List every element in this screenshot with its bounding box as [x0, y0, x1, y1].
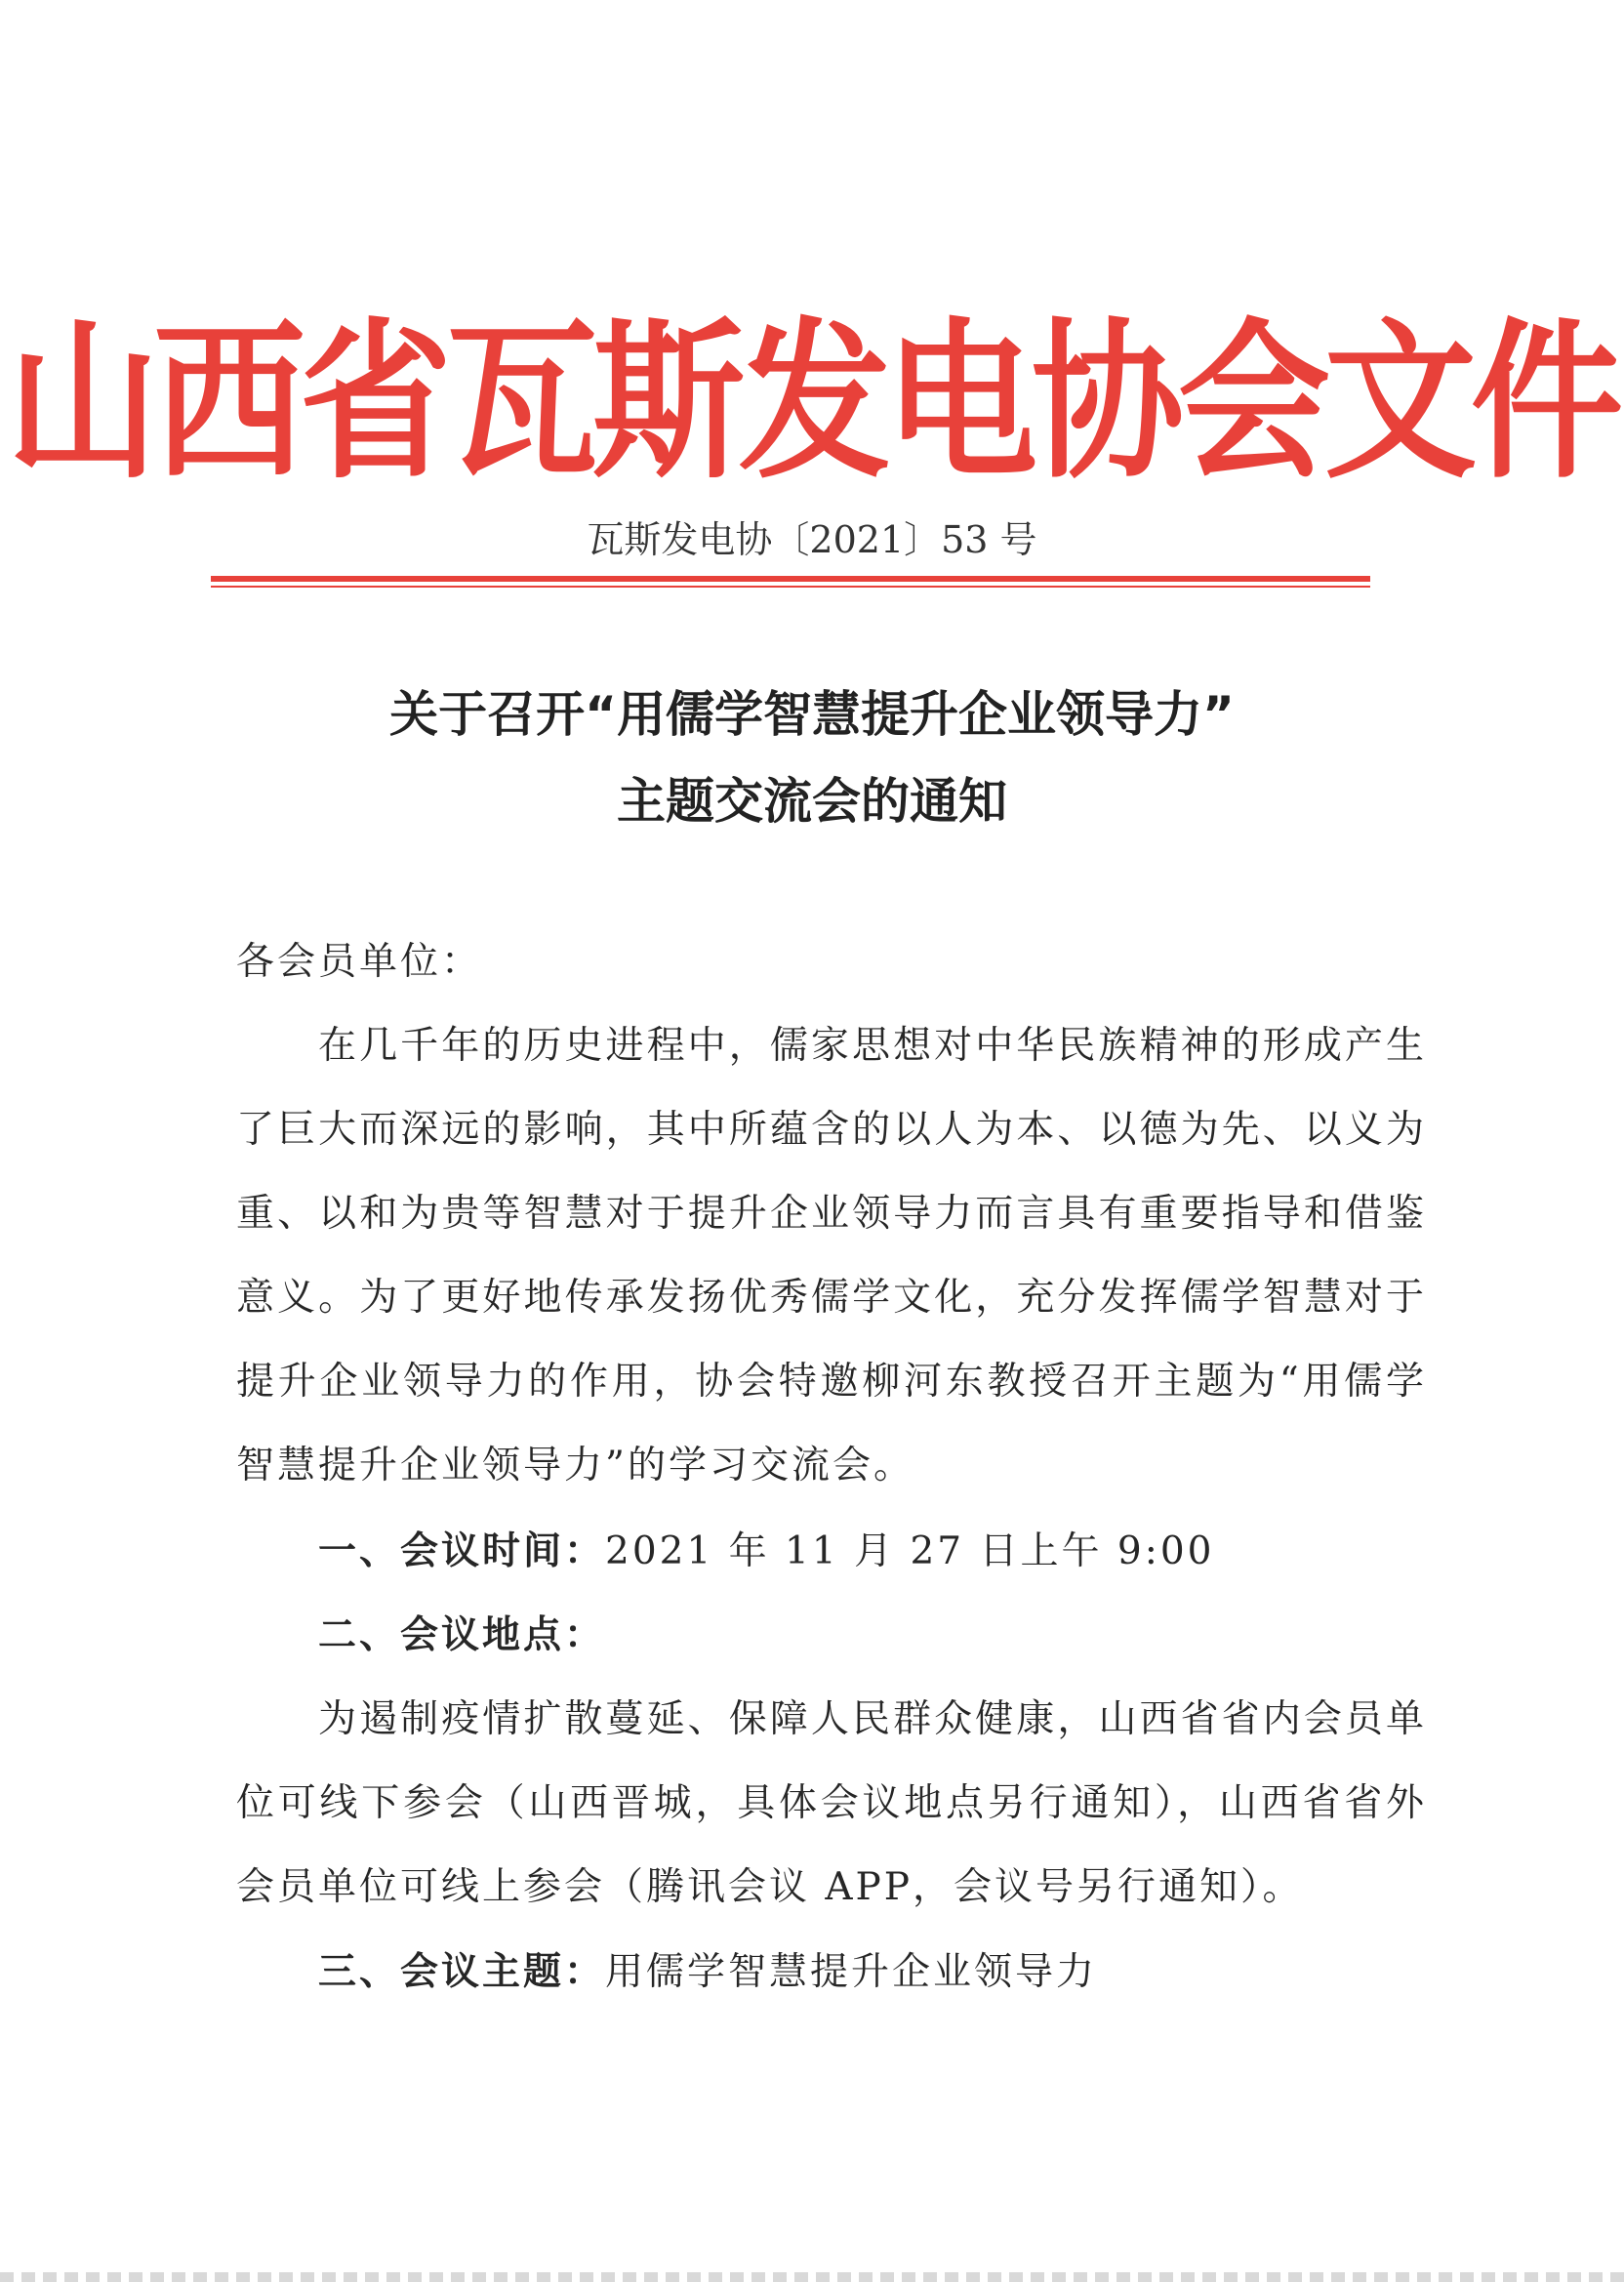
scan-bottom-edge [0, 2272, 1624, 2282]
meeting-theme-line [318, 1931, 1097, 2015]
document-number: 瓦斯发电协〔2021〕53 号 [587, 518, 1037, 561]
intro-paragraph: 在几千年的历史进程中，儒家思想对中华民族精神的形成产生了巨大而深远的影响，其中所蕴含的以人为本、以德为先、以义为重、以和为贵等智慧对于提升企业领导力而言具有重要指导和借鉴意义。为了更好地传承发扬优秀儒学文化，充分发挥儒学智慧对于提升企业领导力的作用，协会特邀柳河东教授召开主题为“用儒学智慧提升企业领导力”的学习交流会。 [236, 1024, 1427, 1487]
meeting-theme-label: 三、会议主题： [318, 1950, 606, 1994]
meeting-theme-value: 用儒学智慧提升企业领导力 [605, 1950, 1098, 1994]
meeting-time-line [318, 1510, 1214, 1594]
organization-header-title: 山西省瓦斯发电协会文件 [7, 303, 1617, 502]
salutation: 各会员单位： [236, 940, 483, 984]
meeting-location-label: 二、会议地点： [318, 1613, 606, 1657]
meeting-time-value: 2021 年 11 月 27 日上午 9:00 [605, 1529, 1215, 1573]
header-red-rule [211, 576, 1370, 582]
location-paragraph: 为遏制疫情扩散蔓延、保障人民群众健康，山西省省内会员单位可线下参会（山西晋城，具体会议地点另行通知），山西省省外会员单位可线上参会（腾讯会议 APP，会议号另行通知）。 [236, 1697, 1427, 1909]
notice-title-line1: 关于召开“用儒学智慧提升企业领导力” [389, 686, 1235, 743]
meeting-time-label: 一、会议时间： [318, 1529, 606, 1573]
notice-title-line2: 主题交流会的通知 [617, 773, 1007, 830]
header-red-rule-thin [211, 586, 1370, 588]
meeting-location-line [318, 1594, 605, 1678]
